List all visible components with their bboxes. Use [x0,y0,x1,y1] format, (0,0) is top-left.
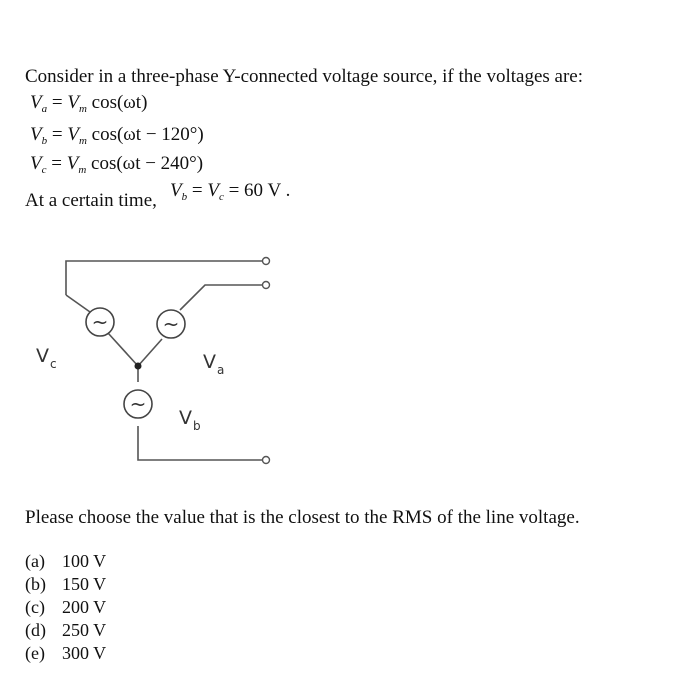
source-vc-glyph: ~ [91,310,109,334]
wire-line-1 [66,261,262,295]
wire-vc-to-neutral [108,333,138,366]
option-tag: (a) [25,551,45,571]
option-value: 200 V [62,597,107,617]
equation-va: $V_a = V_m$ cos(ωt) [30,92,148,115]
neutral-node [135,363,142,370]
option-value: 300 V [62,643,107,663]
label-vb-sub: b [193,419,201,433]
label-vb: V [179,407,192,429]
terminal-1 [263,258,270,265]
source-vb-glyph: ~ [129,392,147,416]
time-condition-text: At a certain time, [25,190,157,211]
wire-line-2 [180,285,262,310]
option-b[interactable] [25,573,106,596]
label-va: V [203,351,216,373]
option-value: 150 V [62,574,107,594]
wire-left-upper [66,295,90,312]
option-tag: (e) [25,643,45,663]
wire-va-to-neutral [138,339,162,366]
question-text: Please choose the value that is the closest to the RMS of the line voltage. [25,507,580,528]
option-tag: (c) [25,597,45,617]
option-d[interactable] [25,619,106,642]
terminal-3 [263,457,270,464]
time-condition-equation: $V_b = V_c = 60$ V . [170,180,291,203]
y-connection-circuit-diagram [0,240,320,470]
label-vc: V [36,345,49,367]
option-a[interactable] [25,550,106,573]
label-vc-sub: c [50,357,57,371]
source-va-glyph: ~ [162,312,180,336]
terminal-2 [263,282,270,289]
problem-intro: Consider in a three-phase Y-connected voltage source, if the voltages are: [25,66,583,87]
option-e[interactable] [25,642,106,665]
equation-vb: $V_b = V_m$ cos(ωt − 120°) [30,124,204,147]
option-value: 100 V [62,551,107,571]
label-va-sub: a [217,363,225,377]
option-tag: (b) [25,574,46,594]
option-tag: (d) [25,620,46,640]
option-c[interactable] [25,596,106,619]
answer-options [25,550,106,665]
option-value: 250 V [62,620,107,640]
equation-vc: $V_c = V_m$ cos(ωt − 240°) [30,153,204,176]
